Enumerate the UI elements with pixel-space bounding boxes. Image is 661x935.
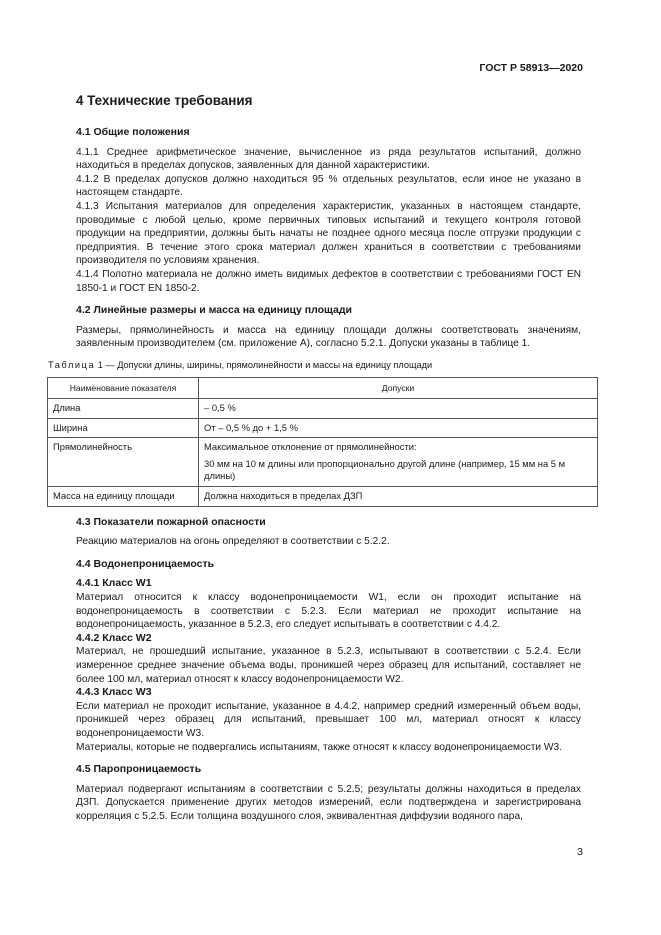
document-body [48,92,581,833]
paragraph: 4.1.4 Полотно материала не должно иметь видимых дефектов в соответствии с требованиями ГОСТ EN 1850-1 и ГОСТ EN 1850-2. [76,268,581,294]
clause-title: 4.4.2 Класс W2 [76,631,152,644]
table-cell [199,438,598,487]
table-cell-line: Максимальное отклонение от прямолинейности: [204,441,417,453]
table-cell: Масса на единицу площади [48,487,199,507]
subsection-title: 4.1 Общие положения [76,126,190,138]
subsection-title: 4.3 Показатели пожарной опасности [76,515,266,528]
paragraph: 4.1.3 Испытания материалов для определения характеристик, указанных в настоящем стандарте, проводимые с любой целью, кроме первичных типовых испытаний и текущего контроля готовой продукции на предприятии, должны быть начаты не позднее одного месяца после отгрузки продукции с предприятия. В течение этого срока материал должен храниться в соответствии с требованиями производителя по условиям хранения. [76,200,581,267]
paragraph: Если материал не проходит испытание, указанное в 4.4.2, например средний измеренный объем воды, проникшей через образец для испытаний, превышает 100 мл, материал относят к классу водонепроницаемости W3. [76,700,581,739]
table-cell-line: 30 мм на 10 м длины или пропорционально другой длине (например, 15 мм на 5 м длины) [204,457,566,482]
subsection-4-5 [76,763,581,823]
subsection-title: 4.2 Линейные размеры и масса на единицу площади [76,304,352,317]
paragraph: Размеры, прямолинейность и масса на единицу площади должны соответствовать значениям, заявленным производителем (см. приложение А), согласно 5.2.1. Допуски указаны в таблице 1. [76,324,581,350]
subsection-title: 4.5 Паропроницаемость [76,763,202,776]
subsection-title: 4.4 Водонепроницаемость [76,557,215,570]
paragraph: 4.1.1 Среднее арифметическое значение, вычисленное из ряда результатов испытаний, должно находиться в пределах допусков, заявленных для данной характеристики. [76,146,581,172]
clause-title: 4.4.1 Класс W1 [76,577,152,590]
table-row [48,399,598,419]
table-header-row [48,377,598,399]
subsection-4-1 [76,126,581,295]
table-cell: Прямолинейность [48,438,199,487]
table-cell: Должна находиться в пределах ДЗП [199,487,598,507]
table-caption [48,359,581,373]
table-row [48,438,598,487]
clause-title: 4.4.3 Класс W3 [76,686,152,699]
column-header-name: Наименование показателя [48,377,199,399]
column-header-tolerances: Допуски [199,377,598,399]
paragraph: Материал подвергают испытаниям в соответствии с 5.2.5; результаты должны находиться в пределах ДЗП. Допускается применение других методов измерений, если подтверждена и зарегистрирована корреляция с 5.2.5. Если толщина воздушного слоя, эквивалентная диффузии водяного пара, [76,783,581,822]
subsection-4-4 [76,558,581,754]
table-row [48,418,598,438]
paragraph: Материалы, которые не подвергались испытаниям, также относят к классу водонепроницаемости W3. [76,741,563,753]
paragraph: Реакцию материалов на огонь определяют в соответствии с 5.2.2. [76,536,390,548]
table-caption-text: 1 — Допуски длины, ширины, прямолинейности и массы на единицу площади [97,359,433,370]
paragraph: Материал, не прошедший испытание, указанное в 5.2.3, испытывают в соответствии с 5.2.4. Если измеренное среднее значение объема воды, проникшей через образец для испытаний, составляет не более 100 мл, материал относят к классу водонепроницаемости W2. [76,646,581,685]
table-cell: От – 0,5 % до + 1,5 % [199,418,598,438]
table-caption-label: Таблица [48,359,96,370]
paragraph: Материал относится к классу водонепроницаемости W1, если он проходит испытание на водонепроницаемость в соответствии с 5.2.3. Если материал не проходит испытание на водонепроницаемость, указанное в 5.2.3, его следует испытывать в соответствии с 4.4.2. [76,592,581,631]
table-cell: Длина [48,399,199,419]
document-header: ГОСТ Р 58913—2020 [479,62,583,74]
paragraph: 4.1.2 В пределах допусков должно находиться 95 % отдельных результатов, если иное не указано в настоящем стандарте. [76,173,581,199]
subsection-4-2 [48,304,581,507]
table-row [48,487,598,507]
section-title: 4 Технические требования [76,93,253,108]
tolerances-table [47,377,598,507]
table-cell: Ширина [48,418,199,438]
page-number: 3 [577,846,583,858]
table-cell: – 0,5 % [199,399,598,419]
subsection-4-3 [76,516,581,549]
